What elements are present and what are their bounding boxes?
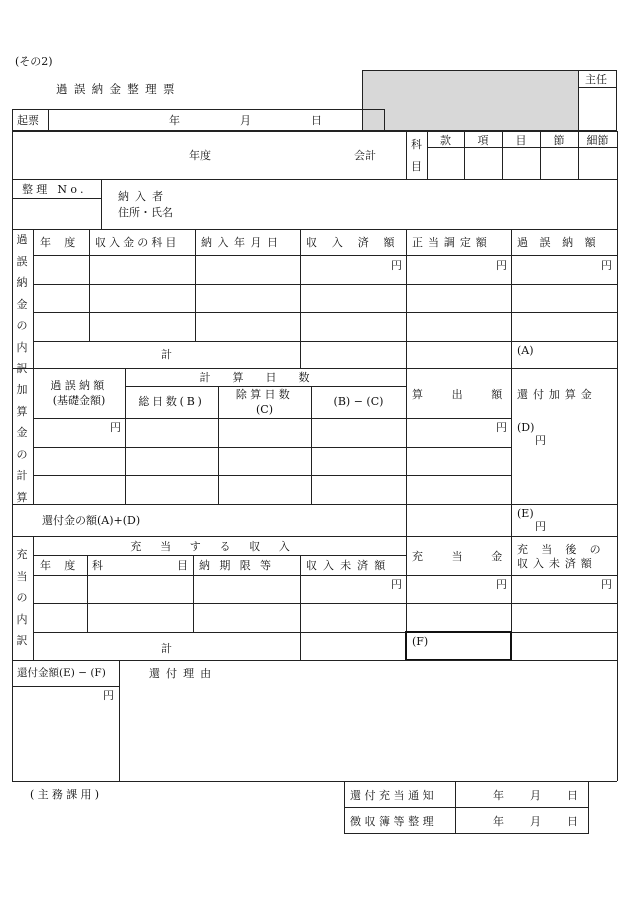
moku-header: 目 <box>515 134 527 147</box>
s2-overpay-header: 過誤納額 <box>50 379 108 392</box>
s2-yen-computed: 円 <box>496 421 507 434</box>
fiscal-year-label: 年度 <box>189 149 211 162</box>
s3-after-header-1: 充当後の <box>517 543 614 556</box>
s1-yen-correct: 円 <box>496 259 507 272</box>
s3-applied-header: 充当金 <box>412 550 531 563</box>
s1-subject-header: 収入金の科目 <box>95 236 180 249</box>
s1-overpay-header: 過誤納額 <box>517 236 608 249</box>
saisetsu-header: 細節 <box>586 134 609 147</box>
kan-header: 款 <box>440 134 451 147</box>
address-name-label: 住所・氏名 <box>118 206 173 219</box>
footer-row2-label: 徴収簿等整理 <box>350 815 438 828</box>
dept-label: (主務課用) <box>30 788 103 801</box>
s2-total-days-header: 総日数(B) <box>138 395 205 408</box>
payer-label: 納入者 <box>118 190 170 203</box>
s2-calc-days-header: 計算日数 <box>199 371 332 384</box>
marker-d: (D) <box>517 421 535 434</box>
kihyo-year: 年 <box>169 114 180 127</box>
seiri-no-label: 整理 No. <box>22 183 87 196</box>
s2-yen-e: 円 <box>535 520 546 533</box>
kihyo-month: 月 <box>240 114 251 127</box>
footer-row2-day: 日 <box>567 815 578 828</box>
s3-after-header-2: 収入未済額 <box>517 557 597 570</box>
s3-year-header: 年度 <box>40 559 89 572</box>
s1-payment-date-header: 納入年月日 <box>201 236 284 249</box>
s2-excluded-c: (C) <box>256 403 273 416</box>
s3-subject-2: 目 <box>177 559 188 572</box>
footer-row1-month: 月 <box>530 789 541 802</box>
footer-row1-year: 年 <box>493 789 504 802</box>
s2-refund-add-header: 還付加算金 <box>517 388 597 401</box>
s2-computed-header: 算出額 <box>412 388 531 401</box>
s3-due-header: 納期限等 <box>199 559 281 572</box>
refund-amount-label: 還付金額(E) − (F) <box>17 667 106 679</box>
s3-yen-unpaid: 円 <box>391 578 402 591</box>
s2-excluded-days-header: 除算日数 <box>235 388 294 401</box>
footer-row2-month: 月 <box>530 815 541 828</box>
s3-total-label: 計 <box>161 642 172 655</box>
footer-row1-day: 日 <box>567 789 578 802</box>
part-label: (その2) <box>15 55 53 68</box>
kihyo-row <box>12 109 385 131</box>
s2-yen-d: 円 <box>535 434 546 447</box>
account-label: 会計 <box>354 149 376 162</box>
s1-yen-overpay: 円 <box>601 259 612 272</box>
kou-header: 項 <box>477 134 489 147</box>
s2-b-minus-c-header: (B) − (C) <box>333 395 384 408</box>
s1-yen-received: 円 <box>391 259 402 272</box>
s3-income-header: 充当する収入 <box>130 540 309 553</box>
s4-yen: 円 <box>103 689 114 702</box>
refund-total-label: 還付金の額(A)+(D) <box>42 514 141 527</box>
marker-f: (F) <box>412 635 429 648</box>
setsu-header: 節 <box>553 134 565 147</box>
refund-reason-label: 還付理由 <box>149 667 218 680</box>
kihyo-day: 日 <box>311 114 322 127</box>
marker-a: (A) <box>517 344 534 357</box>
kamoku-label-2: 目 <box>411 160 422 173</box>
marker-e: (E) <box>517 507 534 520</box>
section2-vertical-label: 加 算 金 の 計 算 <box>16 383 28 504</box>
s1-correct-header: 正当調定額 <box>412 236 492 249</box>
approver-label: 主任 <box>585 73 607 86</box>
s3-subject-1: 科 <box>92 559 103 572</box>
s2-yen-base: 円 <box>110 421 121 434</box>
kihyo-label: 起票 <box>17 114 39 127</box>
s3-unpaid-header: 収入未済額 <box>306 559 392 572</box>
footer-row2-year: 年 <box>493 815 504 828</box>
footer-row1-label: 還付充当通知 <box>350 789 438 802</box>
kamoku-label-1: 科 <box>411 138 422 151</box>
s3-yen-after: 円 <box>601 578 612 591</box>
s2-base-amount-header: (基礎金額) <box>52 394 106 407</box>
s1-total-label: 計 <box>161 348 172 361</box>
s3-yen-applied: 円 <box>496 578 507 591</box>
section1-vertical-label: 過 誤 納 金 の 内 訳 <box>16 233 28 375</box>
form-title: 過誤納金整理票 <box>56 82 181 96</box>
section3-vertical-label: 充 当 の 内 訳 <box>16 548 28 647</box>
s1-received-header: 収入済額 <box>306 236 410 249</box>
s1-year-header: 年度 <box>40 236 89 249</box>
